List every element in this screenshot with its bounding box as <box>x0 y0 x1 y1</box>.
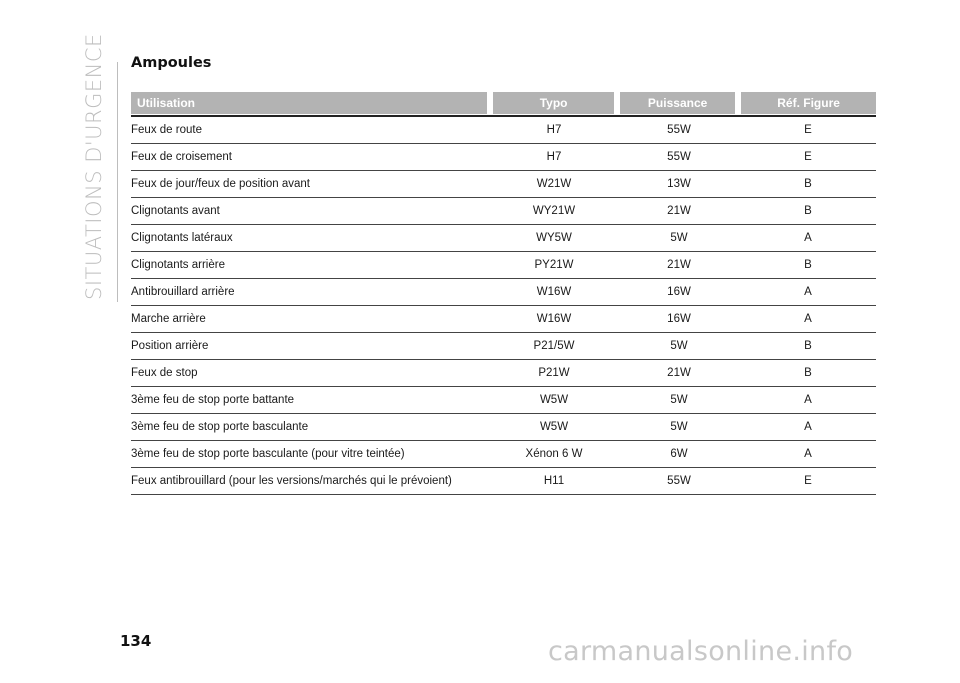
table-cell: Xénon 6 W <box>525 448 583 460</box>
table-cell: Clignotants avant <box>131 205 220 217</box>
header-typo: Typo <box>493 92 614 114</box>
page-title: Ampoules <box>131 55 212 71</box>
table-cell: W16W <box>536 313 572 325</box>
table-cell: 5W <box>670 421 688 433</box>
table-cell: E <box>804 124 812 136</box>
table-cell: Clignotants latéraux <box>131 232 233 244</box>
table-cell: Position arrière <box>131 340 209 352</box>
table-cell: 21W <box>667 367 691 379</box>
table-cell: Feux de croisement <box>131 151 232 163</box>
table-cell: 5W <box>670 394 688 406</box>
table-cell: B <box>804 178 812 190</box>
table-cell: B <box>804 367 812 379</box>
table-cell: Feux de stop <box>131 367 198 379</box>
table-cell: 5W <box>670 232 688 244</box>
table-row <box>131 333 876 360</box>
table-cell: H11 <box>543 475 565 487</box>
table-cell: 55W <box>667 124 691 136</box>
table-cell: 16W <box>667 286 691 298</box>
table-cell: H7 <box>546 124 562 136</box>
section-side-title: SITUATIONS D'URGENCE <box>82 33 106 300</box>
table-cell: Marche arrière <box>131 313 206 325</box>
table-row <box>131 306 876 333</box>
table-cell: 3ème feu de stop porte basculante <box>131 421 309 433</box>
table-row <box>131 279 876 306</box>
table-cell: A <box>804 448 812 460</box>
header-puissance: Puissance <box>620 92 735 114</box>
table-cell: 13W <box>667 178 691 190</box>
table-row <box>131 360 876 387</box>
table-row <box>131 414 876 441</box>
table-cell: 5W <box>670 340 688 352</box>
table-row <box>131 441 876 468</box>
table-cell: B <box>804 340 812 352</box>
table-cell: W5W <box>539 394 569 406</box>
table-cell: 55W <box>667 151 691 163</box>
table-row <box>131 225 876 252</box>
table-cell: B <box>804 205 812 217</box>
bulbs-table <box>131 92 876 495</box>
table-row <box>131 171 876 198</box>
table-cell: A <box>804 394 812 406</box>
table-cell: 55W <box>667 475 691 487</box>
table-cell: B <box>804 259 812 271</box>
table-cell: Feux antibrouillard (pour les versions/marchés qui le prévoient) <box>131 475 452 487</box>
table-cell: W5W <box>539 421 569 433</box>
table-cell: 16W <box>667 313 691 325</box>
table-cell: E <box>804 151 812 163</box>
table-row <box>131 468 876 495</box>
table-cell: P21/5W <box>533 340 575 352</box>
header-ref-figure: Réf. Figure <box>741 92 876 114</box>
table-cell: Feux de jour/feux de position avant <box>131 178 311 190</box>
table-row <box>131 387 876 414</box>
side-divider <box>117 62 118 302</box>
table-row <box>131 252 876 279</box>
table-body <box>131 117 876 495</box>
table-cell: Feux de route <box>131 124 202 136</box>
page-number: 134 <box>120 632 152 650</box>
table-cell: E <box>804 475 812 487</box>
table-cell: W16W <box>536 286 572 298</box>
table-cell: 21W <box>667 205 691 217</box>
table-cell: 3ème feu de stop porte basculante (pour vitre teintée) <box>131 448 405 460</box>
table-cell: PY21W <box>534 259 574 271</box>
table-cell: A <box>804 286 812 298</box>
table-cell: A <box>804 421 812 433</box>
table-row <box>131 117 876 144</box>
watermark: carmanualsonline.info <box>548 636 854 667</box>
table-row <box>131 144 876 171</box>
table-cell: A <box>804 313 812 325</box>
table-cell: H7 <box>546 151 562 163</box>
table-cell: W21W <box>536 178 572 190</box>
header-utilisation: Utilisation <box>131 92 487 114</box>
table-cell: 6W <box>670 448 688 460</box>
table-cell: Antibrouillard arrière <box>131 286 235 298</box>
table-cell: WY21W <box>532 205 576 217</box>
table-cell: 21W <box>667 259 691 271</box>
table-cell: WY5W <box>536 232 572 244</box>
table-cell: P21W <box>538 367 570 379</box>
table-cell: A <box>804 232 812 244</box>
table-cell: 3ème feu de stop porte battante <box>131 394 295 406</box>
table-row <box>131 198 876 225</box>
table-header <box>131 92 876 114</box>
table-cell: Clignotants arrière <box>131 259 225 271</box>
